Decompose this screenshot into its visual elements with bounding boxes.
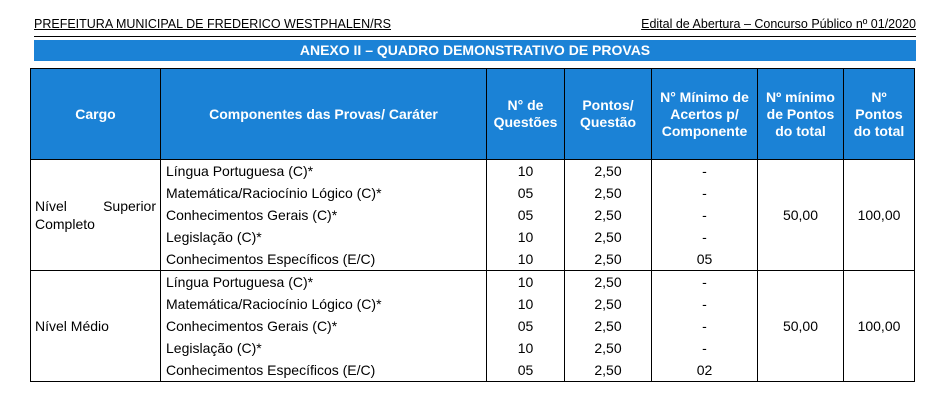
questions-cell: 10 (487, 226, 565, 248)
points-cell: 2,50 (565, 204, 652, 226)
table-row (31, 160, 915, 183)
document-header (34, 15, 916, 35)
questions-cell: 05 (487, 359, 565, 382)
points-cell: 2,50 (565, 359, 652, 382)
header-divider (34, 36, 916, 37)
table-row (31, 271, 915, 294)
points-cell: 2,50 (565, 293, 652, 315)
min-points-cell: 50,00 (758, 271, 844, 382)
cargo-cell: Nível Médio (31, 271, 161, 382)
points-cell: 2,50 (565, 315, 652, 337)
component-cell: Matemática/Raciocínio Lógico (C)* (161, 182, 487, 204)
component-cell: Conhecimentos Específicos (E/C) (161, 248, 487, 271)
total-points-cell: 100,00 (844, 271, 915, 382)
col-header-componentes: Componentes das Provas/ Caráter (161, 69, 487, 160)
questions-cell: 05 (487, 315, 565, 337)
min-hits-cell: - (652, 226, 758, 248)
questions-cell: 10 (487, 271, 565, 294)
component-cell: Matemática/Raciocínio Lógico (C)* (161, 293, 487, 315)
annex-title: ANEXO II – QUADRO DEMONSTRATIVO DE PROVAS (34, 40, 916, 61)
min-points-cell: 50,00 (758, 160, 844, 271)
questions-cell: 10 (487, 248, 565, 271)
questions-cell: 05 (487, 204, 565, 226)
min-hits-cell: - (652, 293, 758, 315)
questions-cell: 10 (487, 160, 565, 183)
component-cell: Conhecimentos Específicos (E/C) (161, 359, 487, 382)
min-hits-cell: - (652, 337, 758, 359)
min-hits-cell: - (652, 315, 758, 337)
col-header-minimo-acertos: N° Mínimo de Acertos p/ Componente (652, 69, 758, 160)
min-hits-cell: - (652, 160, 758, 183)
points-cell: 2,50 (565, 248, 652, 271)
component-cell: Legislação (C)* (161, 226, 487, 248)
header-municipality: PREFEITURA MUNICIPAL DE FREDERICO WESTPHALEN/RS (34, 17, 391, 31)
exam-table (30, 68, 915, 382)
total-points-cell: 100,00 (844, 160, 915, 271)
cargo-cell: Nível Superior Completo (31, 160, 161, 271)
points-cell: 2,50 (565, 182, 652, 204)
header-edital: Edital de Abertura – Concurso Público nº 01/2020 (641, 17, 916, 31)
table-header-row (31, 69, 915, 160)
component-cell: Língua Portuguesa (C)* (161, 160, 487, 183)
col-header-minimo-pontos: Nº mínimo de Pontos do total (758, 69, 844, 160)
col-header-pontos-total: Nº Pontos do total (844, 69, 915, 160)
min-hits-cell: - (652, 271, 758, 294)
points-cell: 2,50 (565, 160, 652, 183)
col-header-questoes: N° de Questões (487, 69, 565, 160)
points-cell: 2,50 (565, 226, 652, 248)
component-cell: Legislação (C)* (161, 337, 487, 359)
col-header-pontos-questao: Pontos/ Questão (565, 69, 652, 160)
points-cell: 2,50 (565, 271, 652, 294)
questions-cell: 10 (487, 337, 565, 359)
component-cell: Conhecimentos Gerais (C)* (161, 315, 487, 337)
questions-cell: 05 (487, 182, 565, 204)
component-cell: Conhecimentos Gerais (C)* (161, 204, 487, 226)
points-cell: 2,50 (565, 337, 652, 359)
min-hits-cell: - (652, 182, 758, 204)
min-hits-cell: - (652, 204, 758, 226)
component-cell: Língua Portuguesa (C)* (161, 271, 487, 294)
questions-cell: 10 (487, 293, 565, 315)
min-hits-cell: 05 (652, 248, 758, 271)
col-header-cargo: Cargo (31, 69, 161, 160)
min-hits-cell: 02 (652, 359, 758, 382)
